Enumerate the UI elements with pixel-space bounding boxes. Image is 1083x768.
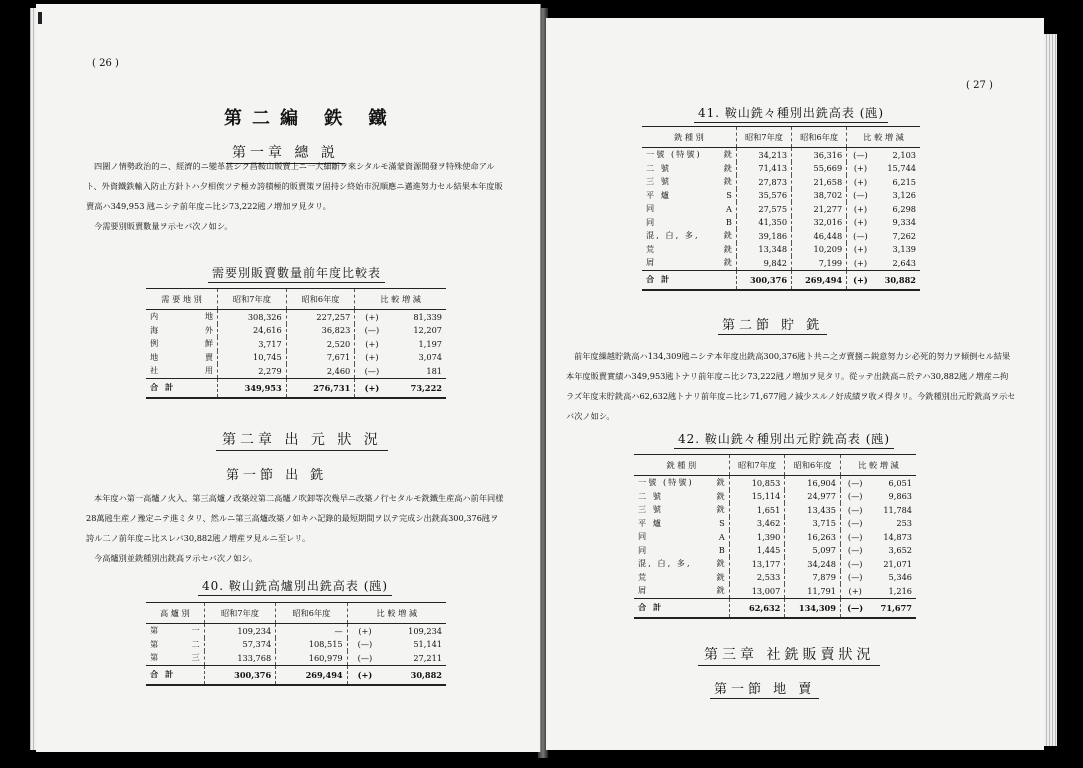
table-cell: 第 — [150, 652, 161, 663]
table-cell: (—) — [840, 530, 869, 544]
column-header: 昭和6年度 — [276, 603, 347, 624]
table-body — [146, 310, 446, 398]
furnace-output-table — [146, 602, 446, 686]
table-cell: 6,051 — [888, 477, 912, 488]
table-cell: 同 — [638, 531, 649, 542]
table-cell: 2,460 — [286, 364, 355, 378]
table-cell: (—) — [840, 490, 869, 504]
table-cell: 三 號 — [646, 176, 671, 187]
column-header: 高 爐 別 — [146, 603, 204, 624]
pig-iron-stock-table — [634, 454, 916, 619]
table-cell: (+) — [840, 584, 869, 598]
table-cell: (+) — [847, 270, 874, 290]
chapter-heading: 第一章 總 説 — [226, 142, 345, 164]
chapter-heading: 第二章 出 元 狀 況 — [216, 429, 388, 451]
total-row — [634, 598, 916, 618]
table-cell: 二 — [191, 638, 200, 649]
table-cell: 5,346 — [888, 572, 912, 583]
table-cell: 混, 白, 多, — [638, 558, 692, 569]
table-cell: (+) — [355, 378, 389, 398]
table-cell: 7,671 — [286, 351, 355, 365]
table-cell: 46,448 — [792, 229, 847, 243]
table-cell: 1,216 — [888, 585, 912, 596]
table-cell: 1,651 — [729, 503, 785, 517]
table-cell: 349,953 — [218, 378, 287, 398]
table-cell: 13,177 — [729, 557, 785, 571]
table-cell: (—) — [355, 324, 389, 338]
table-cell: 71,413 — [736, 162, 791, 176]
production-text-2: 今高爐別並銑種別出銑高ヲ示セバ次ノ如シ。 — [94, 553, 258, 563]
table-cell: 外 — [204, 324, 214, 335]
table-cell: 15,114 — [729, 490, 785, 504]
table-row — [642, 216, 920, 230]
table-cell: 銑 — [716, 477, 725, 488]
table-cell: 1,197 — [418, 338, 442, 349]
table-title: 需要別販賣數量前年度比較表 — [208, 264, 385, 283]
table-cell: (+) — [355, 351, 389, 365]
table-cell: (—) — [840, 598, 869, 618]
table-cell: (+) — [847, 256, 874, 270]
table-cell: 平 爐 — [638, 517, 663, 528]
table-cell: 一號 (特號) — [638, 477, 694, 488]
column-header: 昭和7年度 — [218, 289, 287, 310]
table-cell: (—) — [847, 189, 874, 203]
table-row — [146, 364, 446, 378]
table-cell: 21,277 — [792, 202, 847, 216]
header-row — [642, 127, 920, 148]
table-cell: 30,882 — [874, 270, 920, 290]
table-header — [146, 603, 446, 624]
table-row — [146, 337, 446, 351]
header-row — [146, 289, 446, 310]
table-cell: 地 — [204, 311, 214, 322]
table-cell: 同 — [646, 203, 657, 214]
table-cell: (—) — [840, 571, 869, 585]
table-cell: 73,222 — [389, 378, 446, 398]
table-cell: 160,979 — [276, 651, 347, 665]
table-cell: (+) — [847, 175, 874, 189]
table-cell: 51,141 — [413, 639, 442, 650]
table-cell: 10,853 — [729, 476, 785, 490]
table-cell: 134,309 — [785, 598, 841, 618]
table-cell: (+) — [847, 162, 874, 176]
table-cell: 55,669 — [792, 162, 847, 176]
table-cell: 平 爐 — [646, 189, 671, 200]
table-cell: 109,234 — [204, 624, 275, 638]
table-cell: 13,007 — [729, 584, 785, 598]
table-cell: 3,462 — [729, 517, 785, 531]
table-cell: 13,348 — [736, 243, 791, 257]
table-body — [634, 476, 916, 618]
table-cell: 賣 — [204, 351, 214, 362]
table-row — [634, 503, 916, 517]
table-cell: 10,745 — [218, 351, 287, 365]
table-cell: (—) — [347, 651, 382, 665]
section-heading: 第二節 貯 銑 — [718, 314, 827, 335]
column-header: 銑 種 別 — [634, 455, 729, 476]
table-row — [634, 517, 916, 531]
table-cell: 300,376 — [736, 270, 791, 290]
table-cell: 39,186 — [736, 229, 791, 243]
table-cell: 32,016 — [792, 216, 847, 230]
table-cell: (+) — [347, 665, 382, 685]
column-header: 昭和7年度 — [729, 455, 785, 476]
table-cell: 27,873 — [736, 175, 791, 189]
table-cell: 269,494 — [276, 665, 347, 685]
table-cell: 9,334 — [892, 217, 916, 228]
table-row — [634, 571, 916, 585]
table-cell: 27,211 — [413, 652, 442, 663]
table-cell: 銑 — [723, 243, 732, 254]
column-header: 昭和6年度 — [792, 127, 847, 148]
table-cell: 7,262 — [892, 230, 916, 241]
table-cell: 5,097 — [785, 544, 841, 558]
column-header: 昭和6年度 — [286, 289, 355, 310]
table-header — [146, 289, 446, 310]
table-cell: S — [726, 190, 732, 201]
table-row — [642, 202, 920, 216]
left-page — [36, 4, 541, 752]
table-cell: 銑 — [723, 149, 732, 160]
table-body — [146, 624, 446, 685]
table-row — [642, 189, 920, 203]
table-cell: 11,791 — [785, 584, 841, 598]
table-row — [146, 324, 446, 338]
page-number: ( 27 ) — [966, 80, 993, 91]
table-title: 41. 鞍山銑々種別出銑高表 (瓲) — [694, 104, 888, 123]
table-cell: 7,199 — [792, 256, 847, 270]
table-row — [642, 148, 920, 162]
table-cell: 276,731 — [286, 378, 355, 398]
table-cell: 2,520 — [286, 337, 355, 351]
table-cell: 24,616 — [218, 324, 287, 338]
table-row — [634, 530, 916, 544]
table-cell: 10,209 — [792, 243, 847, 257]
table-cell: 21,071 — [883, 558, 912, 569]
total-row — [146, 378, 446, 398]
table-cell: (—) — [355, 364, 389, 378]
section-heading: 第一節 出 銑 — [226, 468, 328, 483]
table-row — [642, 175, 920, 189]
table-cell: (—) — [847, 229, 874, 243]
total-row — [642, 270, 920, 290]
table-cell: 1,445 — [729, 544, 785, 558]
column-header: 比 較 増 減 — [847, 127, 920, 148]
demand-table — [146, 288, 446, 399]
table-cell: 30,882 — [382, 665, 446, 685]
pig-iron-output-table — [642, 126, 920, 291]
table-cell: 181 — [426, 365, 442, 376]
table-cell: 13,435 — [785, 503, 841, 517]
table-cell: 34,248 — [785, 557, 841, 571]
table-cell: 2,279 — [218, 364, 287, 378]
table-cell: 一 — [191, 625, 200, 636]
table-cell: 9,863 — [888, 491, 912, 502]
table-cell: (—) — [840, 557, 869, 571]
table-cell: — — [276, 624, 347, 638]
table-cell: 銑 — [716, 504, 725, 515]
table-cell: 三 號 — [638, 504, 663, 515]
table-cell: 81,339 — [413, 311, 442, 322]
table-cell: 34,213 — [736, 148, 791, 162]
table-cell: (+) — [847, 202, 874, 216]
table-cell: 35,576 — [736, 189, 791, 203]
table-cell: 108,515 — [276, 638, 347, 652]
table-cell: B — [725, 217, 732, 228]
column-header: 銑 種 別 — [642, 127, 736, 148]
table-cell: (—) — [840, 503, 869, 517]
table-row — [634, 544, 916, 558]
table-cell: (+) — [347, 624, 382, 638]
table-cell: 6,298 — [892, 203, 916, 214]
table-cell: 133,768 — [204, 651, 275, 665]
table-cell: 16,904 — [785, 476, 841, 490]
table-cell: B — [718, 545, 725, 556]
table-cell: 7,879 — [785, 571, 841, 585]
table-cell: 9,842 — [736, 256, 791, 270]
table-cell: S — [719, 518, 725, 529]
production-paragraph — [86, 488, 506, 568]
table-row — [634, 476, 916, 490]
corner-mark — [38, 12, 42, 24]
table-cell: 銑 — [723, 230, 732, 241]
table-cell: 三 — [191, 652, 200, 663]
part-title: 第二編 鉄 鐵 — [224, 108, 397, 129]
table-row — [146, 624, 446, 638]
table-cell: 合 計 — [146, 665, 204, 685]
column-header: 比 較 増 減 — [355, 289, 446, 310]
right-page-edges — [1043, 34, 1057, 746]
table-cell: 2,103 — [892, 149, 916, 160]
table-cell: 第 — [150, 625, 161, 636]
table-cell: 2,533 — [729, 571, 785, 585]
table-cell: 銑 — [723, 176, 732, 187]
chapter-heading: 第三章 社銑販賣狀況 — [698, 644, 880, 666]
table-cell: 例 — [150, 338, 161, 349]
table-cell: 269,494 — [792, 270, 847, 290]
table-cell: 24,977 — [785, 490, 841, 504]
table-cell: 3,717 — [218, 337, 287, 351]
table-cell: 11,784 — [883, 504, 912, 515]
table-cell: (—) — [347, 638, 382, 652]
table-row — [642, 256, 920, 270]
table-cell: 荒 — [646, 243, 657, 254]
table-cell: (—) — [840, 517, 869, 531]
intro-text-2: 今需要別販賣數量ヲ示セバ次ノ如シ。 — [94, 221, 233, 231]
page-number: ( 26 ) — [92, 58, 119, 69]
table-cell: 2,643 — [892, 257, 916, 268]
column-header: 比 較 増 減 — [840, 455, 916, 476]
table-cell: 鮮 — [204, 338, 214, 349]
column-header: 昭和6年度 — [785, 455, 841, 476]
table-row — [146, 351, 446, 365]
table-title: 42. 鞍山銑々種別出元貯銑高表 (瓲) — [674, 430, 894, 449]
header-row — [634, 455, 916, 476]
table-cell: (+) — [847, 216, 874, 230]
intro-paragraph — [86, 156, 506, 236]
column-header: 比 較 増 減 — [347, 603, 446, 624]
column-header: 昭和7年度 — [736, 127, 791, 148]
table-row — [634, 490, 916, 504]
table-row — [634, 584, 916, 598]
table-cell: 銑 — [716, 558, 725, 569]
table-cell: 銑 — [716, 490, 725, 501]
table-cell: 38,702 — [792, 189, 847, 203]
table-cell: 6,215 — [892, 176, 916, 187]
table-header — [642, 127, 920, 148]
table-cell: 3,715 — [785, 517, 841, 531]
table-row — [642, 162, 920, 176]
table-cell: 41,350 — [736, 216, 791, 230]
table-cell: (+) — [847, 243, 874, 257]
table-cell: 同 — [646, 216, 657, 227]
table-cell: 3,652 — [888, 545, 912, 556]
table-cell: 21,658 — [792, 175, 847, 189]
table-cell: 混, 白, 多, — [646, 230, 700, 241]
table-cell: 銑 — [716, 585, 725, 596]
table-cell: 合 計 — [642, 270, 736, 290]
table-cell: 屑 — [638, 585, 649, 596]
column-header: 需 要 地 別 — [146, 289, 218, 310]
table-cell: (+) — [355, 337, 389, 351]
table-body — [642, 148, 920, 290]
table-row — [642, 229, 920, 243]
table-cell: (—) — [840, 476, 869, 490]
table-cell: A — [718, 531, 725, 542]
table-cell: 二 號 — [646, 162, 671, 173]
table-cell: 一號 (特號) — [646, 149, 702, 160]
table-cell: (—) — [840, 544, 869, 558]
table-cell: 荒 — [638, 571, 649, 582]
section-heading: 第一節 地 賣 — [710, 678, 819, 699]
table-cell: 3,074 — [418, 352, 442, 363]
table-cell: 銑 — [723, 257, 732, 268]
table-cell: (+) — [355, 310, 389, 324]
table-cell: 海 — [150, 324, 161, 335]
table-cell: 社 — [150, 365, 161, 376]
right-page — [546, 18, 1044, 750]
table-cell: 27,575 — [736, 202, 791, 216]
table-row — [146, 310, 446, 324]
table-cell: 62,632 — [729, 598, 785, 618]
table-cell: 用 — [204, 365, 214, 376]
table-cell: 253 — [896, 518, 912, 529]
table-cell: 109,234 — [408, 625, 442, 636]
table-cell: 1,390 — [729, 530, 785, 544]
table-cell: 二 號 — [638, 490, 663, 501]
total-row — [146, 665, 446, 685]
table-row — [146, 638, 446, 652]
table-header — [634, 455, 916, 476]
table-row — [634, 557, 916, 571]
table-cell: 屑 — [646, 257, 657, 268]
table-cell: 12,207 — [413, 325, 442, 336]
table-cell: 同 — [638, 544, 649, 555]
table-cell: 15,744 — [887, 163, 916, 174]
table-cell: 銑 — [716, 571, 725, 582]
header-row — [146, 603, 446, 624]
table-cell: 内 — [150, 311, 161, 322]
table-cell: 36,823 — [286, 324, 355, 338]
table-cell: 71,677 — [869, 598, 916, 618]
table-cell: 57,374 — [204, 638, 275, 652]
table-cell: A — [725, 203, 732, 214]
table-cell: 3,139 — [892, 244, 916, 255]
table-cell: 銑 — [723, 162, 732, 173]
intro-text: 四圍ノ情勢政治的ニ、經濟的ニ變革甚シク昌鞍山販賣上ニ一大細斷ヲ來シタルモ滿蒙資源開發ヲ特殊使命アルト、外資鐵鉄輸入防止方針トハ夕相俟ツテ極カ誇積極的販賣策ヲ固持シ終始市況順應ニ邁進努力セル結果本年度販賣高ハ349,953 瓲ニシテ前年度ニ比シ73,222瓲ノ増加ヲ見タリ。 — [86, 161, 503, 211]
table-cell: 308,326 — [218, 310, 287, 324]
table-cell: 227,257 — [286, 310, 355, 324]
table-cell: 3,126 — [892, 190, 916, 201]
table-cell: 36,316 — [792, 148, 847, 162]
table-cell: (—) — [847, 148, 874, 162]
column-header: 昭和7年度 — [204, 603, 275, 624]
table-cell: 合 計 — [146, 378, 218, 398]
table-cell: 第 — [150, 638, 161, 649]
table-row — [642, 243, 920, 257]
table-cell: 14,873 — [883, 531, 912, 542]
table-cell: 合 計 — [634, 598, 729, 618]
stock-paragraph: 前年度繰越貯銑高ハ134,309瓲ニシテ本年度出銑高300,376瓲ト共ニ之ガ賣捌ニ鋭意努力シ必死的努力ヲ傾倒セル結果本年度販賣實績ハ349,953瓲トナリ前年度ニ比シ73,222瓲ノ増加ヲ見タリ。從ッテ出銑高ニ於テハ30,882瓲ノ増産ニ拘ラズ年度末貯銑高ハ62,632瓲トナリ前年度ニ比シ71,677瓲ノ減少スルノ好成績ヲ收メ得タリ。今銑種別出元貯銑高ヲ示セバ次ノ如シ。 — [566, 351, 1016, 421]
table-title: 40. 鞍山銑高爐別出銑高表 (瓲) — [198, 577, 392, 596]
table-cell: 300,376 — [204, 665, 275, 685]
table-row — [146, 651, 446, 665]
production-text: 本年度ハ第一高爐ノ火入、第三高爐ノ改築竝第二高爐ノ吹卸等次幾早ニ改築ノ行セタルモ銑鐵生産高ハ前年同様28萬瓲生産ノ豫定ニテ進ミタリ、然ルニ第三高爐改築ノ如キハ記錄的最短期間ヲ以テ完成シ出銑高300,376瓲ヲ誇ル二ノ前年度ニ比スレバ30,882瓲ノ増産ヲ見ルニ至レリ。 — [86, 493, 504, 543]
table-cell: 地 — [150, 351, 161, 362]
table-cell: 16,263 — [785, 530, 841, 544]
